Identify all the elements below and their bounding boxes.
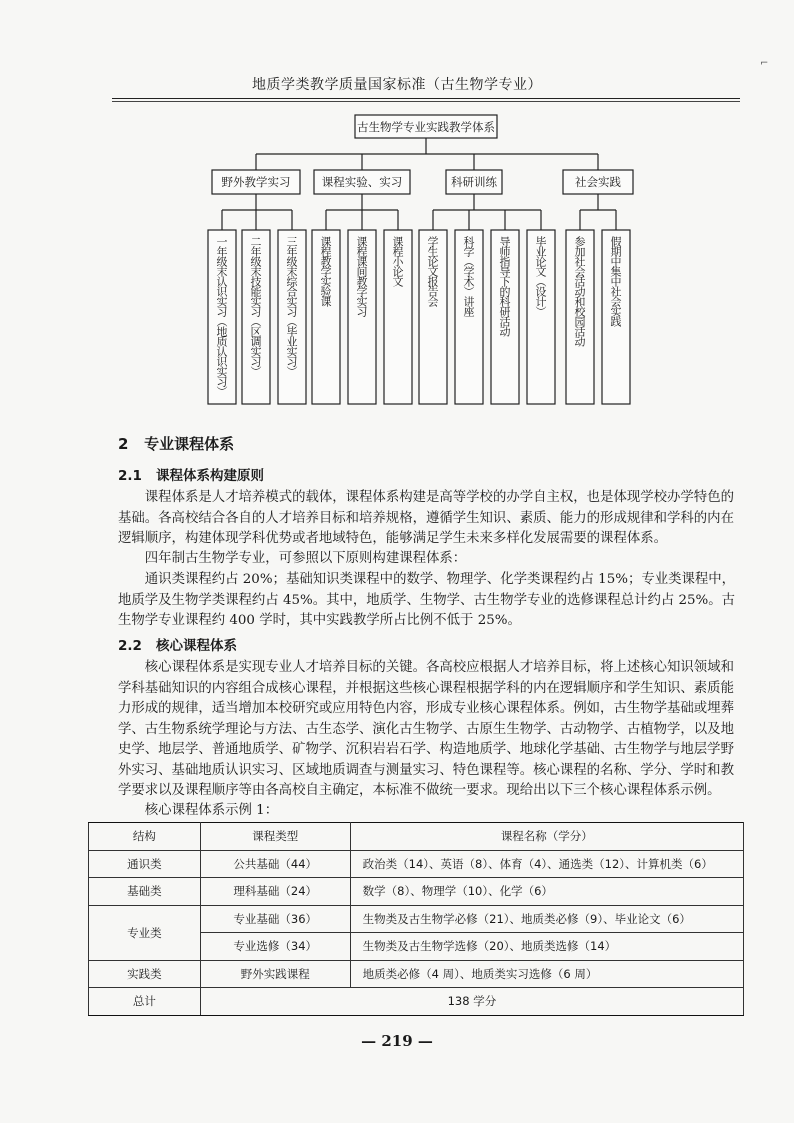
section-number: 2: [118, 435, 129, 453]
text-line: 力形成的规律，适当增加本校研究或应用特色内容，形成专业核心课程体系。例如，古生物学基础或埋葬: [118, 701, 734, 716]
table-row: [89, 878, 744, 906]
subsection-title: 核心课程体系: [156, 638, 238, 654]
table-cell: 实践类: [89, 960, 201, 988]
table-total-label: 总计: [89, 988, 201, 1016]
paragraph-2-2-b: [118, 801, 740, 822]
subsection-number: 2.2: [118, 638, 142, 654]
paragraph-2-1-a: [118, 488, 740, 550]
text-line: 学要求以及课程顺序等由各高校自主确定，本标准不做统一要求。现给出以下三个核心课程体系示例。: [118, 783, 721, 798]
page-number: — 219 —: [361, 1032, 433, 1050]
table-total-value: 138 学分: [200, 988, 743, 1016]
text-line: 逻辑顺序，构建体现学科优势或者地域特色，能够满足学生未来多样化发展需要的课程体系。: [118, 531, 668, 546]
text-line: 生物学专业课程约 400 学时，其中实践教学所占比例不低于 25%。: [118, 613, 521, 628]
table-cell: 专业类: [89, 905, 201, 960]
running-header: 地质学类教学质量国家标准（古生物学专业）: [252, 77, 542, 93]
leaf-label: 一年级末认识实习（地质认识实习）: [215, 236, 228, 396]
text-line: 核心课程体系是实现专业人才培养目标的关键。各高校应根据人才培养目标，将上述核心知识领域和: [144, 660, 734, 675]
table-header-cell: 结构: [89, 823, 201, 851]
core-course-table: [88, 822, 744, 1016]
table-header-row: [89, 823, 744, 851]
table-cell: 生物类及古生物学选修（20）、地质类选修（14）: [350, 933, 743, 961]
table-cell: 数学（8）、物理学（10）、化学（6）: [350, 878, 743, 906]
leaf-label: 导师指导下的科研活动: [498, 236, 511, 336]
table-total-row: [89, 988, 744, 1016]
branch-label-research: 科研训练: [451, 175, 497, 189]
section-title: 专业课程体系: [144, 435, 235, 453]
paragraph-2-1-b: [118, 549, 740, 570]
subsection-number: 2.1: [118, 468, 142, 484]
text-line: 通识类课程约占 20%；基础知识类课程中的数学、物理学、化学类课程约占 15%；专业类课程中，: [144, 572, 736, 587]
text-line: 核心课程体系示例 1：: [144, 803, 279, 818]
table-header-cell: 课程名称（学分）: [350, 823, 743, 851]
text-line: 四年制古生物学专业，可参照以下原则构建课程体系：: [144, 551, 467, 566]
table-header-cell: 课程类型: [200, 823, 350, 851]
table-cell: 政治类（14）、英语（8）、体育（4）、通选类（12）、计算机类（6）: [350, 850, 743, 878]
table-row: [89, 960, 744, 988]
text-line: 地质学及生物学类课程约占 45%。其中，地质学、生物学、古生物学专业的选修课程总计约占 25%。古: [118, 592, 736, 608]
scan-mark: ⌐: [760, 58, 769, 69]
text-line: 外实习、基础地质认识实习、区域地质调查与测量实习、特色课程等。核心课程的名称、学分、学时和教: [118, 762, 734, 778]
table-cell: 地质类必修（4 周）、地质类实习选修（6 周）: [350, 960, 743, 988]
leaf-label: 假期中集中社会实践: [609, 236, 622, 326]
paragraph-2-2-a: [118, 658, 740, 802]
subsection-title: 课程体系构建原则: [156, 468, 265, 484]
leaf-label: 课程教学实验课: [319, 236, 332, 306]
table-row: [89, 850, 744, 878]
table-cell: 专业选修（34）: [200, 933, 350, 961]
diagram-root-label: 古生物学专业实践教学体系: [357, 119, 495, 134]
text-line: 史学、地层学、普通地质学、矿物学、沉积岩岩石学、构造地质学、地球化学基础、古生物学与地层学野: [118, 742, 734, 757]
leaf-label: 三年级末综合实习（毕业实习）: [285, 236, 298, 376]
leaf-label: 科学（学术）讲座: [462, 236, 475, 316]
leaf-label: 课程小论文: [391, 236, 404, 286]
leaf-label: 二年级末技能实习（区调实习）: [249, 236, 262, 376]
text-line: 学、古生物系统学理论与方法、古生态学、演化古生物学、古原生生物学、古动物学、古植物学，以及地: [118, 721, 734, 737]
leaf-label: 毕业论文（设计）: [534, 236, 547, 316]
table-cell: 理科基础（24）: [200, 878, 350, 906]
branch-label-social: 社会实践: [575, 175, 621, 189]
table-row: [89, 905, 744, 933]
subsection-2-1-heading: [118, 464, 264, 484]
text-line: 基础。各高校结合各自的人才培养目标和培养规格，遵循学生知识、素质、能力的形成规律和学科的内在: [118, 510, 734, 526]
table-cell: 野外实践课程: [200, 960, 350, 988]
leaf-label: 课程课间教学实习: [355, 236, 368, 316]
paragraph-2-1-c: [118, 570, 740, 632]
table-cell: 通识类: [89, 850, 201, 878]
leaf-label: 参加社会活动和校园活动: [573, 236, 586, 346]
table-cell: 基础类: [89, 878, 201, 906]
branch-label-course: 课程实验、实习: [321, 175, 403, 189]
table-cell: 生物类及古生物学必修（21）、地质类必修（9）、毕业论文（6）: [350, 905, 743, 933]
text-line: 课程体系是人才培养模式的载体，课程体系构建是高等学校的办学自主权，也是体现学校办学特色的: [144, 490, 734, 505]
table-cell: 专业基础（36）: [200, 905, 350, 933]
subsection-2-2-heading: [118, 634, 237, 654]
text-line: 学科基础知识的内容组合成核心课程，并根据这些核心课程根据学科的内在逻辑顺序和学生知识、素质能: [118, 680, 734, 696]
branch-label-field: 野外教学实习: [221, 175, 291, 189]
section-2-heading: [118, 433, 234, 454]
leaf-label: 学生论文报告会: [426, 236, 439, 306]
table-cell: 公共基础（44）: [200, 850, 350, 878]
